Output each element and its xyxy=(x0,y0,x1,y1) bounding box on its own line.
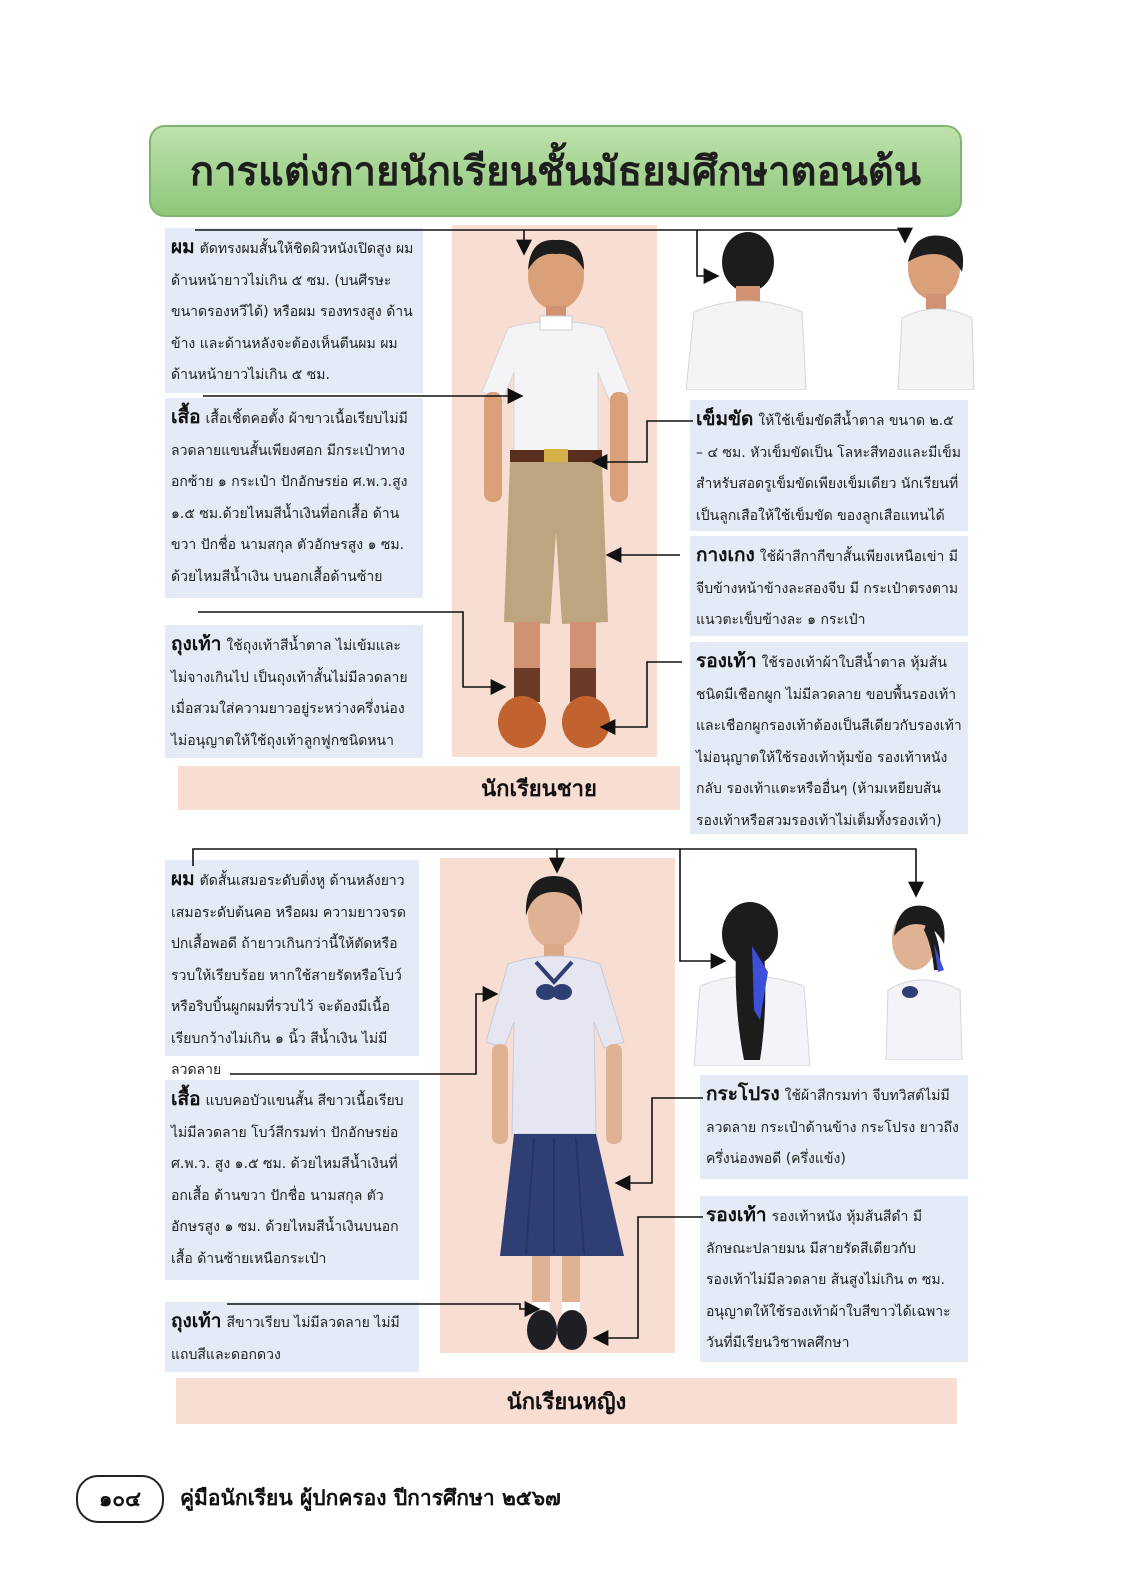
boy-belt-text: ให้ใช้เข็มขัดสีน้ำตาล ขนาด ๒.๕ – ๔ ซม. หัวเข็มขัดเป็น โลหะสีทองและมีเข็มสำหรับสอดรูเข็มขัดเพียงเข็มเดียว นักเรียนที่เป็นลูกเสือให้ใช้เข็มขัด ของลูกเสือแทนได้ xyxy=(696,413,961,524)
girl-skirt-text: ใช้ผ้าสีกรมท่า จีบทวิสต์ไม่มีลวดลาย กระเป๋าด้านข้าง กระโปรง ยาวถึงครึ่งน่องพอดี (ครึ่งแข้ง) xyxy=(706,1088,959,1167)
boy-shoes-text: ใช้รองเท้าผ้าใบสีน้ำตาล หุ้มส้นชนิดมีเชือกผูก ไม่มีลวดลาย ขอบพื้นรองเท้าและเชือกผูกรองเท้าต้องเป็นสีเดียวกับรองเท้า ไม่อนุญาตให้ใช้รองเท้าหุ้มข้อ รองเท้าหนังกลับ รองเท้าแตะหรืออื่นๆ (ห้ามเหยียบส้นรองเท้าหรือสวมรองเท้าไม่เต็มทั้งรองเท้า) xyxy=(696,655,962,829)
girl-hair-label: ผม xyxy=(171,868,195,890)
girl-socks-label: ถุงเท้า xyxy=(171,1310,222,1332)
girl-shirt-text: แบบคอบัวแขนสั้น สีขาวเนื้อเรียบไม่มีลวดลาย โบว์สีกรมท่า ปักอักษรย่อ ศ.พ.ว. สูง ๑.๕ ซม. ด้วยไหมสีน้ำเงินที่อกเสื้อ ด้านขวา ปักชื่อ นามสกุล ตัวอักษรสูง ๑ ซม. ด้วยไหมสีน้ำเงินบนอกเสื้อ ด้านซ้ายเหนือกระเป๋า xyxy=(171,1093,404,1267)
girl-hair-text: ตัดสั้นเสมอระดับติ่งหู ด้านหลังยาวเสมอระดับต้นคอ หรือผม ความยาวจรดปกเสื้อพอดี ถ้ายาวเกินกว่านี้ให้ตัดหรือรวบให้เรียบร้อย หากใช้สายรัดหรือโบว์หรือริบบิ้นผูกผมที่รวบไว้ จะต้องมีเนื้อเรียบกว้างไม่เกิน ๑ นิ้ว สีน้ำเงิน ไม่มีลวดลาย xyxy=(171,873,406,1078)
boy-pants-text: ใช้ผ้าสีกากีขาสั้นเพียงเหนือเข่า มีจีบข้างหน้าข้างละสองจีบ มี กระเป๋าตรงตามแนวตะเข็บข้างละ ๑ กระเป๋า xyxy=(696,549,959,628)
girl-skirt-label: กระโปรง xyxy=(706,1083,780,1105)
girl-shoes-label: รองเท้า xyxy=(706,1204,767,1226)
boy-socks-text: ใช้ถุงเท้าสีน้ำตาล ไม่เข้มและไม่จางเกินไป เป็นถุงเท้าสั้นไม่มีลวดลาย เมื่อสวมใส่ความยาวอยู่ระหว่างครึ่งน่อง ไม่อนุญาตให้ใช้ถุงเท้าลูกฟูกชนิดหนา xyxy=(171,638,408,749)
page-number: ๑๐๔ xyxy=(98,1486,142,1511)
boy-hair-label: ผม xyxy=(171,236,195,258)
girl-socks-text: สีขาวเรียบ ไม่มีลวดลาย ไม่มีแถบสีและดอกดวง xyxy=(171,1315,400,1363)
boy-shirt-label: เสื้อ xyxy=(171,406,201,428)
boy-pants-label: กางเกง xyxy=(696,544,755,566)
page-number-badge xyxy=(76,1475,164,1523)
boy-belt-label: เข็มขัด xyxy=(696,408,754,430)
girl-shirt-label: เสื้อ xyxy=(171,1088,201,1110)
girl-caption: นักเรียนหญิง xyxy=(506,1389,627,1415)
boy-socks-label: ถุงเท้า xyxy=(171,633,222,655)
boy-shirt-text: เสื้อเชิ้ตคอตั้ง ผ้าขาวเนื้อเรียบไม่มีลวดลายแขนสั้นเพียงศอก มีกระเป๋าทางอกซ้าย ๑ กระเป๋า ปักอักษรย่อ ศ.พ.ว.สูง ๑.๕ ซม.ด้วยไหมสีน้ำเงินที่อกเสื้อ ด้านขวา ปักชื่อ นามสกุล ตัวอักษรสูง ๑ ซม. ด้วยไหมสีน้ำเงิน บนอกเสื้อด้านซ้าย xyxy=(171,411,408,585)
boy-caption: นักเรียนชาย xyxy=(481,776,597,802)
footer-title: คู่มือนักเรียน ผู้ปกครอง ปีการศึกษา ๒๕๖๗ xyxy=(180,1486,561,1510)
boy-hair-text: ตัดทรงผมสั้นให้ชิดผิวหนังเปิดสูง ผมด้านหน้ายาวไม่เกิน ๕ ซม. (บนศีรษะขนาดรองหวีได้) หรือผม รองทรงสูง ด้านข้าง และด้านหลังจะต้องเห็นตีนผม ผมด้านหน้ายาวไม่เกิน ๕ ซม. xyxy=(171,241,414,383)
boy-shoes-label: รองเท้า xyxy=(696,650,757,672)
girl-shoes-text: รองเท้าหนัง หุ้มส้นสีดำ มีลักษณะปลายมน มีสายรัดสีเดียวกับ รองเท้าไม่มีลวดลาย ส้นสูงไม่เกิน ๓ ซม. อนุญาตให้ใช้รองเท้าผ้าใบสีขาวได้เฉพาะ วันที่มีเรียนวิชาพลศึกษา xyxy=(706,1209,951,1351)
page-title: การแต่งกายนักเรียนชั้นมัธยมศึกษาตอนต้น xyxy=(189,149,922,195)
